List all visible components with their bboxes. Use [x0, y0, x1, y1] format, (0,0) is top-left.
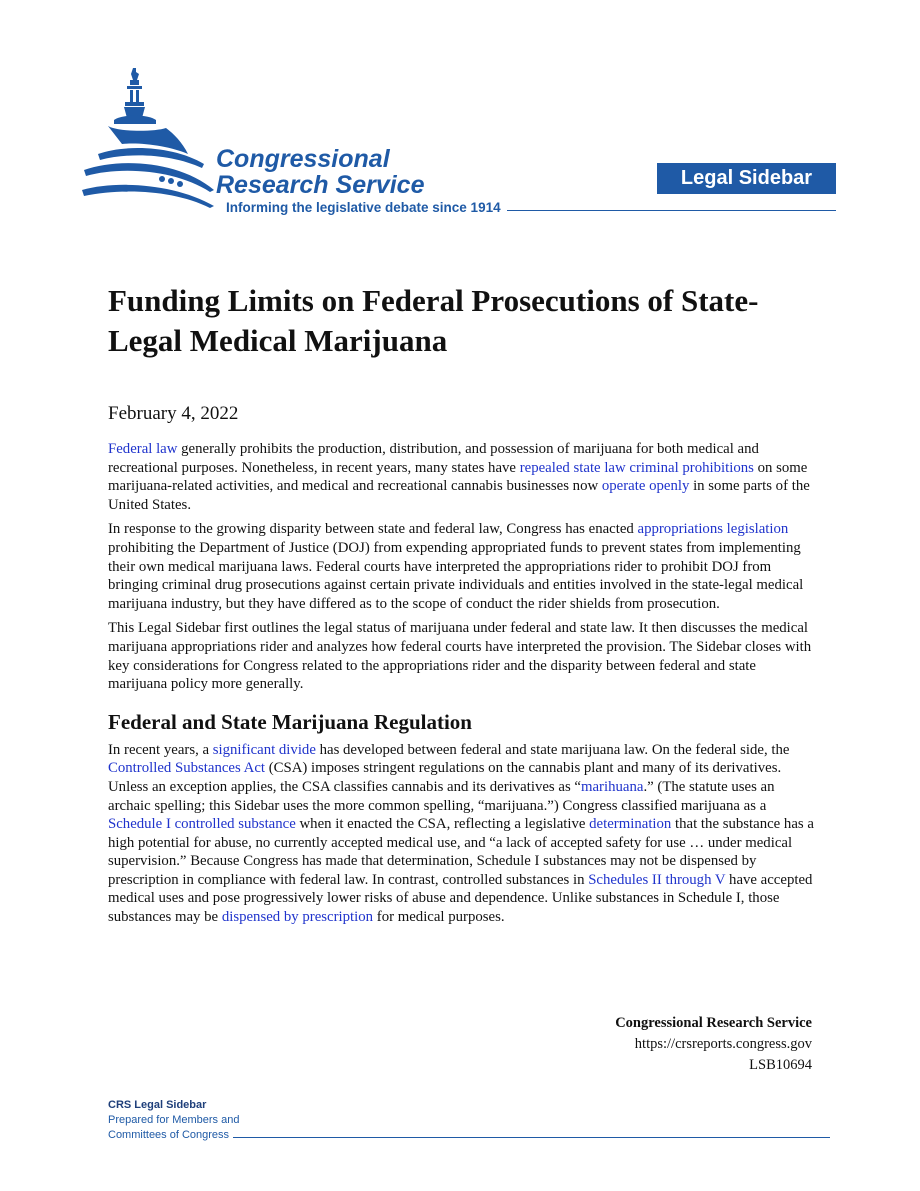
article-body	[108, 440, 814, 933]
link-controlled-substances-act[interactable]: Controlled Substances Act	[108, 760, 265, 777]
footer-org: Congressional Research Service	[615, 1015, 812, 1031]
section-heading: Federal and State Marijuana Regulation	[108, 709, 472, 734]
paragraph-4: In recent years, a significant divide has developed between federal and state marijuana law. On the federal side, the Controlled Substances Act (CSA) imposes stringent regulations on the cannabis plant and many of its derivatives. Unless an exception applies, the CSA classifies cannabis and its derivatives as “marihuana.” (The statute uses an archaic spelling; this Sidebar uses the more common spelling, “marijuana.”) Congress classified marijuana as a Schedule I controlled substance when it enacted the CSA, reflecting a legislative determination that the substance has a high potential for abuse, no currently accepted medical use, and “a lack of accepted safety for use … under medical supervision.” Because Congress has made that determination, Schedule I substances may not be dispensed by prescription in compliance with federal law. In contrast, controlled substances in Schedules II through V have accepted medical uses and pose progressively lower risks of abuse and dependence. Unlike substances in Schedule I, those substances may be dispensed by prescription for medical purposes.	[108, 741, 814, 926]
org-name-line-2: Research Service	[216, 171, 425, 199]
link-marihuana[interactable]: marihuana	[580, 778, 644, 795]
publication-date: February 4, 2022	[108, 403, 239, 424]
report-id: LSB10694	[749, 1057, 812, 1073]
paragraph-2: In response to the growing disparity between state and federal law, Congress has enacted appropriations legislation prohibiting the Department of Justice (DOJ) from expending appropriated funds to prevent states from implementing their own medical marijuana laws. Federal courts have interpreted the appropriations rider to prohibit DOJ from bringing criminal drug prosecutions against certain private individuals and entities involved in the state-legal medical marijuana industry, but they have differed as to the scope of conduct the rider shields from prosecution.	[108, 521, 804, 612]
link-operate-openly[interactable]: operate openly	[601, 478, 690, 495]
link-significant-divide[interactable]: significant divide	[212, 741, 316, 758]
capitol-dome-icon	[78, 66, 218, 216]
paragraph-1: Federal law generally prohibits the production, distribution, and possession of marijuana for both medical and recreational purposes. Nonetheless, in recent years, many states have repealed state law criminal prohibitions on some marijuana-related activities, and medical and recreational cannabis businesses now operate openly in some parts of the United States.	[108, 441, 810, 513]
link-schedules-ii-v[interactable]: Schedules II through V	[588, 871, 726, 888]
footer-citation	[615, 1013, 812, 1076]
link-dispensed-by-prescription[interactable]: dispensed by prescription	[221, 909, 374, 926]
footer-divider	[150, 1137, 830, 1138]
link-appropriations-legislation[interactable]: appropriations legislation	[637, 521, 789, 538]
footer-prepared-for: CRS Legal Sidebar Prepared for Members and Committees of Congress	[108, 1099, 240, 1141]
link-federal-law[interactable]: Federal law	[108, 441, 178, 457]
link-repealed-state-law[interactable]: repealed state law criminal prohibitions	[519, 459, 754, 476]
page-title: Funding Limits on Federal Prosecutions of State-Legal Medical Marijuana	[108, 283, 759, 358]
paragraph-3: This Legal Sidebar first outlines the legal status of marijuana under federal and state law. It then discusses the medical marijuana appropriations rider and analyzes how federal courts have interpreted the provision. The Sidebar closes with key considerations for Congress related to the appropriations rider and the disparity between federal and state marijuana policy more generally.	[108, 620, 812, 693]
legal-sidebar-badge: Legal Sidebar	[657, 163, 836, 194]
link-schedule-i[interactable]: Schedule I controlled substance	[108, 816, 296, 833]
link-determination[interactable]: determination	[589, 816, 672, 833]
org-name-line-1: Congressional	[216, 145, 390, 173]
org-tagline: Informing the legislative debate since 1914	[226, 200, 507, 215]
footer-url[interactable]: https://crsreports.congress.gov	[634, 1036, 812, 1052]
